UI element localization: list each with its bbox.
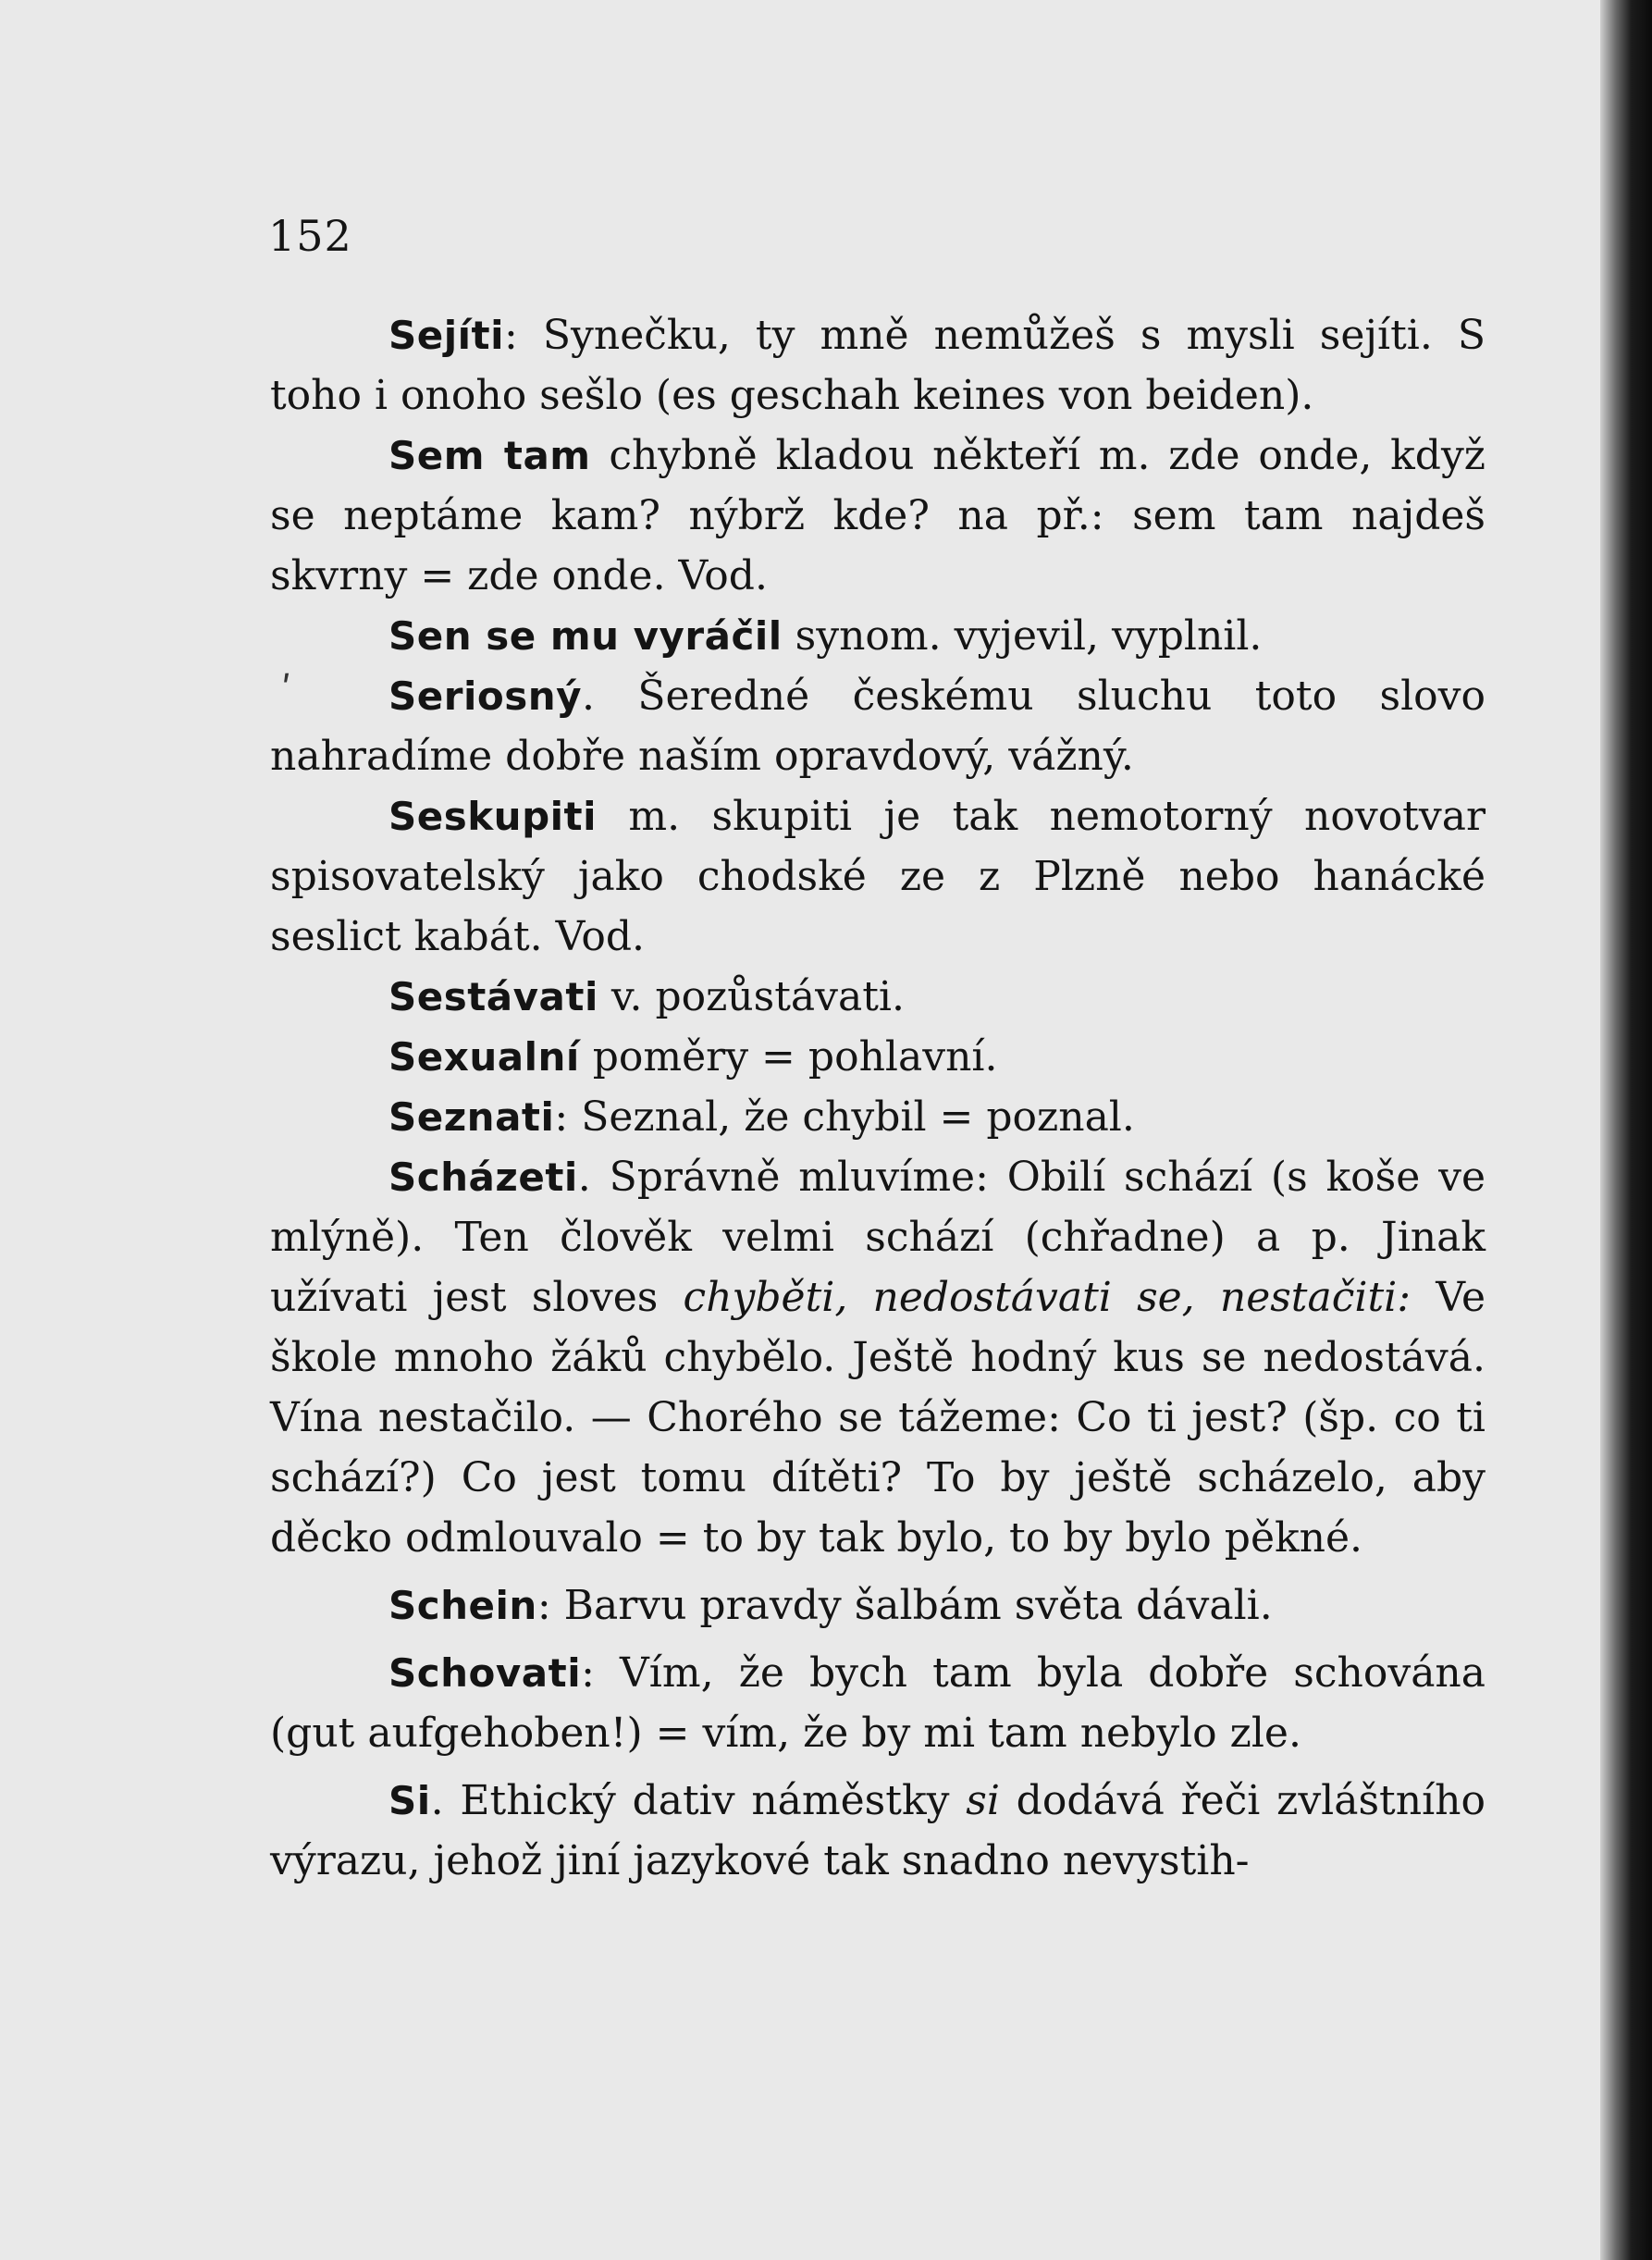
entry-body-italic: chyběti, nedostávati se, nestačiti: — [683, 1274, 1412, 1321]
entry-si: Si. Ethický dativ náměstky si dodává řeči zvláštního výrazu, jehož jiní jazykové tak snadno nevystih- — [270, 1777, 1486, 1884]
headword: Seriosný — [388, 673, 582, 719]
headword: Seskupiti — [388, 794, 597, 839]
headword: Sestávati — [388, 974, 598, 1019]
entry-sexualni — [270, 1027, 1486, 1087]
headword: Schovati — [388, 1650, 582, 1696]
headword: Sen se mu vyráčil — [388, 613, 783, 659]
entry-schazeti: Scházeti. Správně mluvíme: Obilí schází (s koše ve mlýně). Ten člověk velmi schází (chřadne) a p. Jinak užívati jest sloves chyběti, nedostávati se, nestačiti: Ve škole mnoho žáků chybělo. Ještě hodný kus se nedostává. Vína nestačilo. — Chorého se tážeme: Co ti jest? (šp. co ti schází?) Co jest tomu dítěti? To by ještě scházelo, aby děcko odmlouvalo = to by tak bylo, to by bylo pěkné. — [270, 1154, 1486, 1562]
headword: Si — [388, 1778, 431, 1823]
entry-body: poměry = pohlavní. — [592, 1033, 998, 1081]
entry-body: synom. vyjevil, vyplnil. — [795, 612, 1263, 660]
headword: Sexualní — [388, 1034, 580, 1080]
entry-sem-tam — [270, 426, 1486, 606]
entry-body: Ethický dativ náměstky — [460, 1777, 967, 1824]
headword: Scházeti — [388, 1155, 578, 1200]
entry-body: v. pozůstávati. — [610, 973, 905, 1020]
entry-sen-se-mu-vyracil — [270, 606, 1486, 666]
entry-seznati: Seznati: Seznal, že chybil = poznal. — [388, 1093, 1135, 1141]
entry-body: chybně kladou někteří m. zde onde, když se neptáme kam? nýbrž kde? na př.: sem tam najdeš skvrny = zde onde. Vod. — [270, 432, 1486, 599]
entry-seskupiti — [270, 786, 1486, 967]
headword: Sejíti — [388, 313, 505, 358]
entry-schein: Schein: Barvu pravdy šalbám světa dávali. — [388, 1582, 1273, 1629]
page-text — [270, 305, 1486, 1891]
entry-body: Vím, že bych tam byla dobře schována (gut aufgehoben!) = vím, že by mi tam nebylo zle. — [270, 1649, 1486, 1757]
entry-body: dodává řeči zvláštního výrazu, jehož jiní jazykové tak snadno nevystih- — [270, 1777, 1486, 1884]
entry-seriosny: Seriosný. Šeredné českému sluchu toto slovo nahradíme dobře naším opravdový, vážný. — [270, 673, 1486, 780]
entry-body: Synečku, ty mně nemůžeš s mysli sejíti. S toho i onoho sešlo (es geschah keines von beiden). — [270, 312, 1486, 419]
entry-body-italic: si — [966, 1777, 1000, 1824]
entry-body: Seznal, že chybil = poznal. — [581, 1093, 1135, 1141]
entry-sestavati — [270, 967, 1486, 1027]
entry-body: Správně mluvíme: Obilí schází (s koše ve mlýně). Ten člověk velmi schází (chřadne) a p. Jinak užívati jest sloves — [270, 1154, 1486, 1321]
entry-body: Barvu pravdy šalbám světa dávali. — [563, 1582, 1273, 1629]
entry-sejiti: Sejíti: Synečku, ty mně nemůžeš s mysli sejíti. S toho i onoho sešlo (es geschah keines von beiden). — [270, 312, 1486, 419]
headword: Sem tam — [388, 433, 591, 478]
entry-body: Šeredné českému sluchu toto slovo nahradíme dobře naším opravdový, vážný. — [270, 673, 1486, 780]
entry-body: Ve škole mnoho žáků chybělo. Ještě hodný kus se nedostává. Vína nestačilo. — Chorého se tážeme: Co ti jest? (šp. co ti schází?) Co jest tomu dítěti? To by ještě scházelo, aby děcko odmlouvalo = to by tak bylo, to by bylo pěkné. — [270, 1274, 1486, 1562]
page-edge-shadow — [1600, 0, 1652, 2260]
headword: Schein — [388, 1583, 537, 1628]
headword: Seznati — [388, 1094, 555, 1140]
entry-schovati: Schovati: Vím, že bych tam byla dobře schována (gut aufgehoben!) = vím, že by mi tam nebylo zle. — [270, 1649, 1486, 1757]
margin-mark: ʹ — [281, 670, 292, 712]
entry-body: m. skupiti je tak nemotorný novotvar spisovatelský jako chodské ze z Plzně nebo hanácké seslict kabát. Vod. — [270, 793, 1486, 960]
page-number: 152 — [268, 211, 352, 261]
